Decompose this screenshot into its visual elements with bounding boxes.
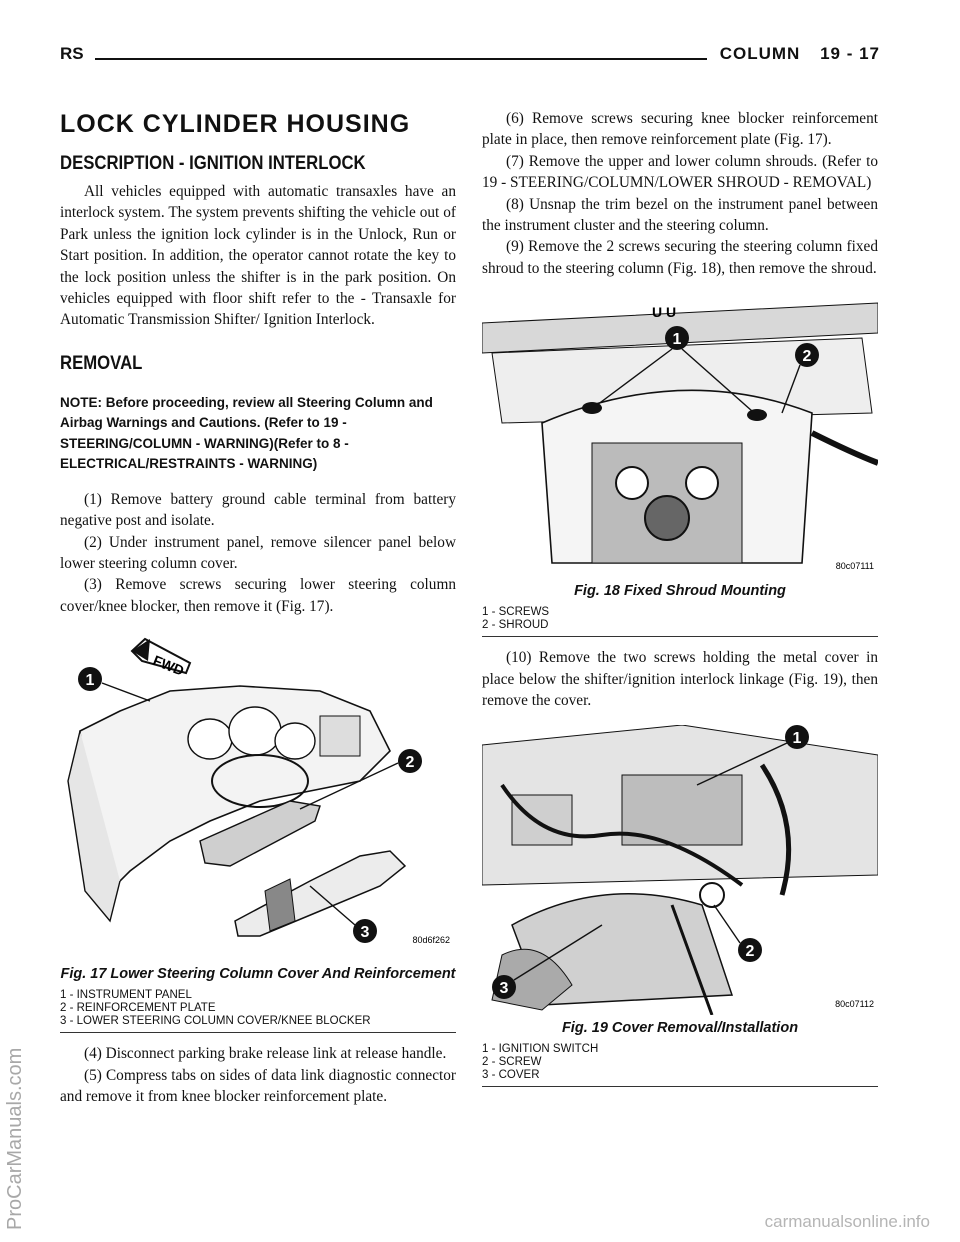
- fwd-label: FWD: [150, 652, 187, 680]
- fig19-callout-2: 2: [745, 943, 755, 961]
- step-3: (3) Remove screws securing lower steering column cover/knee blocker, then remove it (Fig. 17).: [60, 576, 456, 615]
- fig19-callout-3: 3: [499, 980, 509, 998]
- fig19-legend-item: 3 - COVER: [482, 1069, 540, 1082]
- side-watermark: ProCarManuals.com: [4, 1047, 26, 1230]
- fig17-callout-2: 2: [405, 754, 415, 772]
- fig18-legend: [482, 606, 878, 637]
- fig18-callout-2: 2: [802, 348, 812, 366]
- header-rule: [95, 58, 707, 60]
- fig17-legend: [60, 989, 456, 1033]
- fig17-legend-item: 3 - LOWER STEERING COLUMN COVER/KNEE BLOCKER: [60, 1015, 371, 1028]
- fwd-arrow-icon: [132, 639, 190, 679]
- header-section: RS: [60, 44, 84, 63]
- fig17-caption: Fig. 17 Lower Steering Column Cover And Reinforcement: [60, 966, 456, 983]
- step-2: (2) Under instrument panel, remove silencer panel below lower steering column cover.: [60, 533, 456, 573]
- description-heading: DESCRIPTION - IGNITION INTERLOCK: [60, 153, 366, 174]
- fig19-legend-item: 2 - SCREW: [482, 1056, 542, 1069]
- fig18-code: 80c07111: [835, 561, 874, 572]
- step-9: (9) Remove the 2 screws securing the steering column fixed shroud to the steering column (Fig. 18), then remove the shroud.: [482, 238, 878, 277]
- fig18-legend-item: 1 - SCREWS: [482, 606, 550, 619]
- header-title: COLUMN: [719, 44, 801, 63]
- header-title-block: [720, 44, 880, 64]
- fig17-code: 80d6f262: [412, 935, 450, 946]
- fig17-illustration: [60, 631, 456, 961]
- removal-heading: REMOVAL: [60, 352, 143, 374]
- fig18-illustration: [482, 293, 878, 578]
- step-6: (6) Remove screws securing knee blocker reinforcement plate in place, then remove reinforcement plate (Fig. 17).: [482, 110, 878, 149]
- fig17-callout-1: 1: [85, 672, 95, 690]
- svg-text:U U: U U: [652, 304, 677, 321]
- figure-17: [60, 631, 456, 1033]
- description-text: All vehicles equipped with automatic transaxles have an interlock system. The system prevents shifting the vehicle out of Park unless the ignition lock cylinder is in the Unlock, Run or Start position. In addition, the operator cannot rotate the key to the lock position unless the shifter is in the park position. On vehicles equipped with floor shift refer to the - Transaxle for Automatic Transmission Shifter/ Ignition Interlock.: [60, 183, 456, 329]
- removal-note: NOTE: Before proceeding, review all Steering Column and Airbag Warnings and Cautions. (Refer to 19 - STEERING/COLUMN - WARNING)(Refer to 8 - ELECTRICAL/RESTRAINTS - WARNING): [60, 394, 433, 472]
- left-column: [60, 96, 456, 1108]
- fig19-code: 80c07112: [835, 999, 874, 1010]
- fig19-callout-1: 1: [792, 730, 802, 748]
- fig19-caption: Fig. 19 Cover Removal/Installation: [561, 1020, 799, 1037]
- fig18-caption: Fig. 18 Fixed Shroud Mounting: [574, 583, 786, 600]
- right-column: [482, 108, 878, 1097]
- step-7: (7) Remove the upper and lower column shrouds. (Refer to 19 - STEERING/COLUMN/LOWER SHROUD - REMOVAL): [482, 152, 878, 192]
- bottom-watermark: carmanualsonline.info: [764, 1212, 930, 1231]
- fig17-legend-item: 1 - INSTRUMENT PANEL: [60, 989, 192, 1002]
- fig18-callout-1: 1: [672, 331, 682, 349]
- step-10: (10) Remove the two screws holding the metal cover in place below the shifter/ignition interlock linkage (Fig. 19), then remove the cover.: [482, 649, 878, 710]
- fig19-illustration: [482, 725, 878, 1015]
- fig19-legend: [482, 1043, 878, 1087]
- step-8: (8) Unsnap the trim bezel on the instrument panel between the instrument cluster and the steering column.: [482, 195, 878, 235]
- figure-18: [482, 293, 878, 637]
- page-number: 19 - 17: [820, 44, 880, 63]
- figure-19: [482, 725, 878, 1087]
- fig19-legend-item: 1 - IGNITION SWITCH: [482, 1043, 599, 1056]
- fig17-legend-item: 2 - REINFORCEMENT PLATE: [60, 1002, 216, 1015]
- page-title: LOCK CYLINDER HOUSING: [60, 110, 411, 138]
- fig18-legend-item: 2 - SHROUD: [482, 619, 549, 632]
- step-4: (4) Disconnect parking brake release link at release handle.: [84, 1045, 447, 1063]
- step-5: (5) Compress tabs on sides of data link diagnostic connector and remove it from knee blocker reinforcement plate.: [60, 1066, 456, 1106]
- step-1: (1) Remove battery ground cable terminal from battery negative post and isolate.: [60, 490, 456, 530]
- fig17-callout-3: 3: [360, 924, 370, 942]
